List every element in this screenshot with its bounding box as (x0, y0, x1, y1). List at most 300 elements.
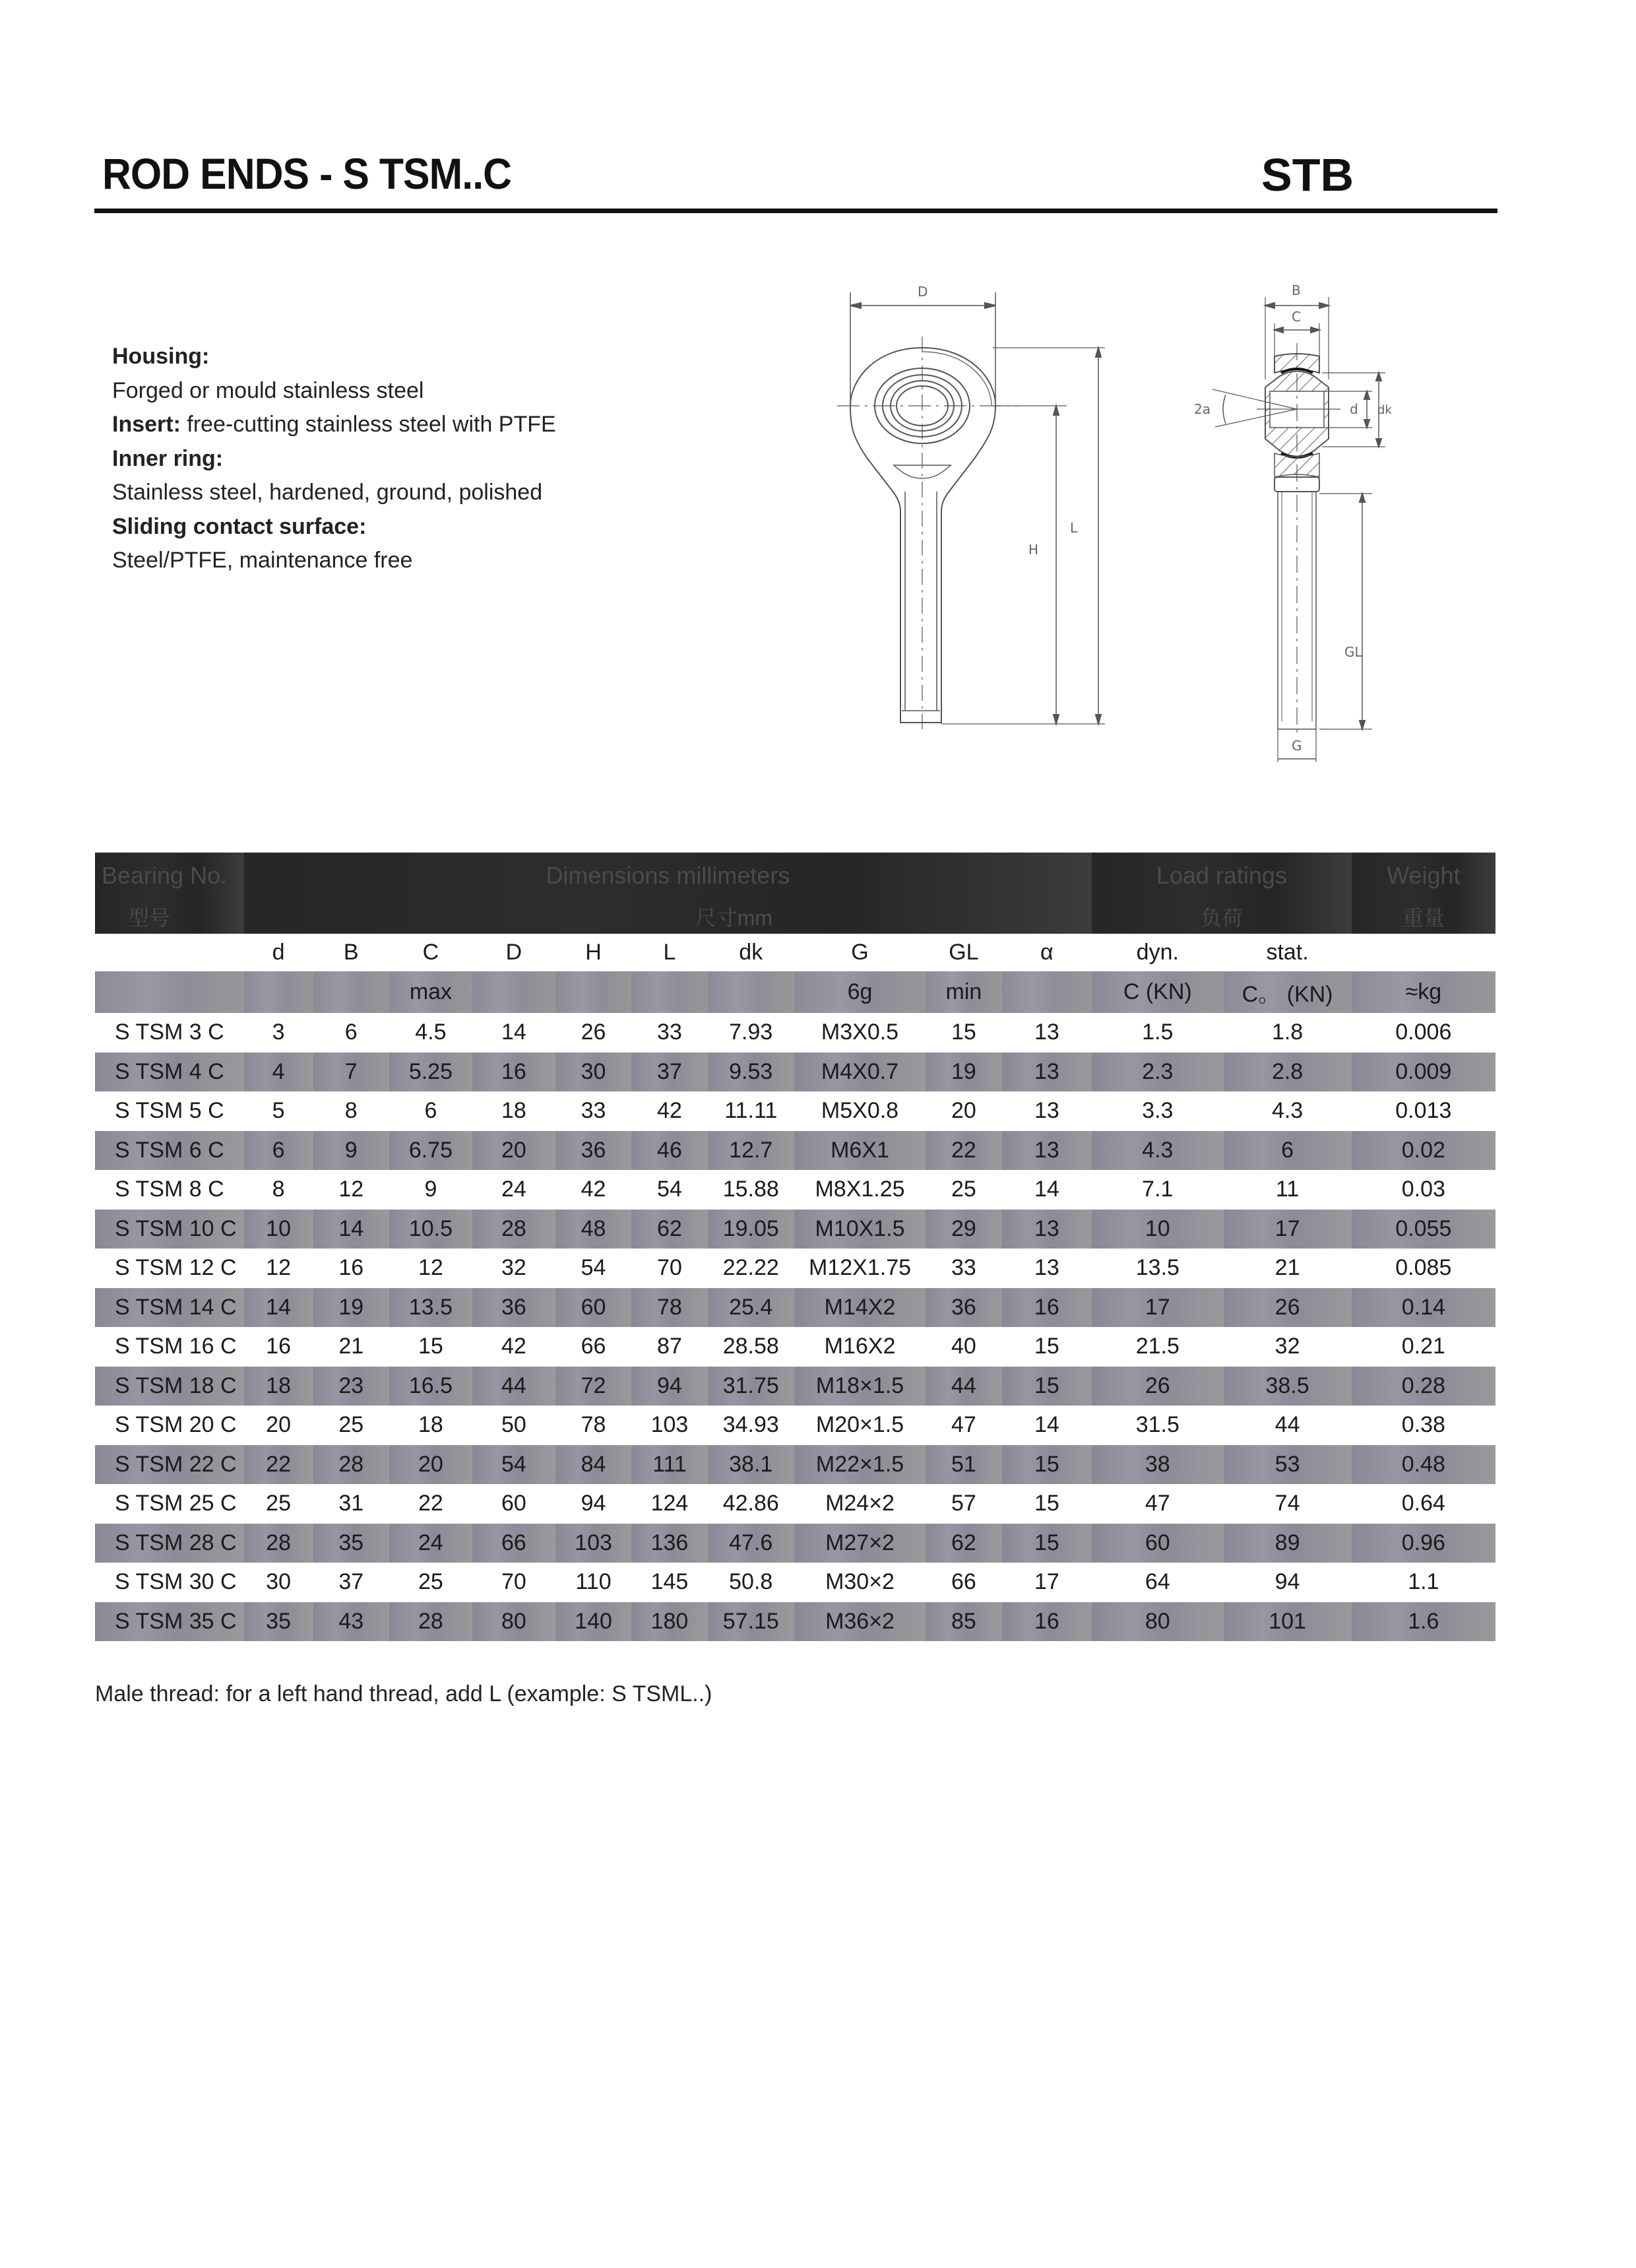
table-row-cell: 15 (1002, 1445, 1092, 1485)
table-row-cell: 42 (501, 1334, 526, 1359)
table-row-cell: 14 (313, 1210, 389, 1249)
table-row-cell: M16X2 (824, 1334, 896, 1359)
column-subheader-row-cell (95, 971, 244, 1013)
spec-label: Insert: (112, 412, 181, 437)
column-header-row-cell: dyn. (1092, 934, 1223, 971)
table-row-cell: 42.86 (722, 1491, 779, 1516)
table-row-cell: 72 (555, 1367, 631, 1406)
table-row-cell: S TSM 35 C (95, 1602, 244, 1642)
table-row-cell: 16 (1002, 1602, 1092, 1642)
table-row-cell: 4.3 (1271, 1098, 1304, 1124)
table-row-cell: M20×1.5 (815, 1412, 904, 1438)
table-row (95, 1563, 1495, 1602)
table-row-cell: 111 (631, 1445, 707, 1485)
table-row-cell: 6 (344, 1020, 358, 1045)
column-subheader-row-cell (472, 971, 555, 1013)
table-row-cell: 36 (555, 1131, 631, 1171)
header-weight-cn: 重量 (1402, 906, 1445, 930)
table-row-cell: 38.5 (1224, 1367, 1352, 1406)
table-row-cell: 26 (581, 1020, 606, 1045)
footnote: Male thread: for a left hand thread, add L (example: S TSML..) (95, 1681, 712, 1706)
table-row (95, 1367, 1495, 1406)
column-header-row (95, 934, 1495, 971)
table-row-cell: 2.8 (1224, 1053, 1352, 1092)
table-row-cell: 18 (418, 1412, 443, 1438)
table-row-cell: 94 (631, 1367, 707, 1406)
table-row-cell: S TSM 3 C (115, 1020, 224, 1045)
dim-label-B: B (1292, 282, 1301, 298)
table-row-cell: 0.085 (1395, 1255, 1452, 1281)
spec-line (112, 510, 556, 544)
table-row-cell: 14 (1034, 1412, 1059, 1438)
table-row-cell: 28 (389, 1602, 472, 1642)
table-row-cell: 4.3 (1092, 1131, 1223, 1171)
table-row-cell: 14 (244, 1288, 313, 1328)
table-row-cell: 78 (581, 1412, 606, 1438)
table-row (95, 1288, 1495, 1328)
table-row (95, 1406, 1495, 1445)
table-row-cell: 26 (1224, 1288, 1352, 1328)
table-row-cell: 30 (555, 1053, 631, 1092)
column-subheader-row (95, 971, 1495, 1013)
table-row (95, 1602, 1495, 1642)
table-row-cell: 103 (650, 1412, 689, 1438)
table-row (95, 1053, 1495, 1092)
title-rule (94, 209, 1497, 213)
table-row (95, 1248, 1495, 1288)
column-subheader-row-cell (708, 971, 794, 1013)
table-row-cell: 6 (244, 1131, 313, 1171)
table-row-cell: 25.4 (708, 1288, 794, 1328)
table-row-cell: 36 (926, 1288, 1001, 1328)
table-row-cell: 48 (555, 1210, 631, 1249)
table-row-cell: 30 (266, 1569, 291, 1595)
table-row-cell: 5 (272, 1098, 285, 1124)
table-row-cell: 13.5 (389, 1288, 472, 1328)
table-row-cell: 15 (1002, 1367, 1092, 1406)
table-row-cell: 3 (272, 1020, 285, 1045)
column-subheader-row-cell: 6g (794, 971, 926, 1013)
table-row-cell: M14X2 (794, 1288, 926, 1328)
table-row-cell: 1.6 (1352, 1602, 1495, 1642)
spec-line (112, 442, 556, 476)
table-row-cell: 89 (1224, 1524, 1352, 1563)
table-row-cell: 16 (266, 1334, 291, 1359)
table-row-cell: 38 (1092, 1445, 1223, 1485)
table-row-cell: 37 (631, 1053, 707, 1092)
table-row-cell: 80 (1092, 1602, 1223, 1642)
column-header-row-cell: L (631, 934, 707, 971)
table-row-cell: 145 (650, 1569, 689, 1595)
dim-label-D: D (918, 284, 928, 300)
table-row-cell: M3X0.5 (821, 1020, 899, 1045)
header-load-ratings-en: Load ratings (1156, 862, 1287, 889)
table-row-cell: 33 (581, 1098, 606, 1124)
table-row-cell: 0.96 (1352, 1524, 1495, 1563)
header-load-ratings-cn: 负荷 (1200, 906, 1243, 930)
table-row-cell: 13 (1002, 1053, 1092, 1092)
table-row-cell: 17 (1224, 1210, 1352, 1249)
front-view-drawing (828, 274, 1105, 723)
column-subheader-row-cell (555, 971, 631, 1013)
table-row-cell: 6 (1224, 1131, 1352, 1171)
table-row-cell: S TSM 18 C (95, 1367, 244, 1406)
table-row-cell: 7.1 (1142, 1177, 1174, 1202)
spec-line (112, 340, 556, 374)
table-row-cell: 78 (631, 1288, 707, 1328)
table-row-cell: 13 (1002, 1210, 1092, 1249)
table-row-cell: 101 (1224, 1602, 1352, 1642)
table-row-cell: 7 (313, 1053, 389, 1092)
dim-label-d: d (1350, 401, 1358, 417)
table-row-cell: S TSM 22 C (95, 1445, 244, 1485)
header-weight (1352, 853, 1495, 934)
table-row-cell: 0.009 (1352, 1053, 1495, 1092)
table-row-cell: 60 (501, 1491, 526, 1516)
table-row-cell: 0.64 (1401, 1491, 1445, 1516)
table-row-cell: 9 (313, 1131, 389, 1171)
table-row-cell: 15.88 (722, 1177, 779, 1202)
table-row-cell: 20 (951, 1098, 976, 1124)
table-row-cell: 103 (555, 1524, 631, 1563)
table-row (95, 1210, 1495, 1249)
table-row-cell: 0.14 (1352, 1288, 1495, 1328)
dim-label-C: C (1292, 309, 1301, 325)
table-row-cell: 11 (1275, 1177, 1300, 1202)
dim-label-G: G (1292, 738, 1302, 754)
table-row-cell: 14 (501, 1020, 526, 1045)
table-row-cell: 11.11 (724, 1098, 778, 1124)
table-row-cell: S TSM 14 C (95, 1288, 244, 1328)
table-row-cell: 28.58 (722, 1334, 779, 1359)
table-row-cell: 16.5 (389, 1367, 472, 1406)
table-row-cell: 57.15 (708, 1602, 794, 1642)
table-row-cell: 0.006 (1395, 1020, 1452, 1045)
table-row-cell: 34.93 (722, 1412, 779, 1438)
table-row-cell: S TSM 8 C (115, 1177, 224, 1202)
column-header-row-cell (95, 934, 244, 971)
table-row-cell: M8X1.25 (815, 1177, 905, 1202)
table-row-cell: 0.48 (1352, 1445, 1495, 1485)
table-row-cell: 46 (631, 1131, 707, 1171)
table-row-cell: 24 (389, 1524, 472, 1563)
table-row-cell: 40 (951, 1334, 976, 1359)
table-row-cell: 62 (631, 1210, 707, 1249)
table-row-cell: 85 (926, 1602, 1001, 1642)
table-row-cell: 60 (555, 1288, 631, 1328)
table-row (95, 1484, 1495, 1524)
table-row-cell: 10 (1092, 1210, 1223, 1249)
table-row-cell: 26 (1092, 1367, 1223, 1406)
table-row-cell: 29 (926, 1210, 1001, 1249)
table-row-cell: 24 (501, 1177, 526, 1202)
table-row-cell: 64 (1145, 1569, 1170, 1595)
table-row-cell: M18×1.5 (794, 1367, 926, 1406)
table-row-cell: 44 (926, 1367, 1001, 1406)
table-row-cell: 47.6 (708, 1524, 794, 1563)
table-row-cell: 21 (1274, 1255, 1300, 1281)
header-bearing-no (95, 853, 244, 934)
table-row-cell: 54 (581, 1255, 606, 1281)
table-row-cell: 13 (1034, 1020, 1059, 1045)
table-row-cell: 31.5 (1135, 1412, 1180, 1438)
column-subheader-row-cell: max (389, 971, 472, 1013)
dim-label-2a: 2a (1194, 401, 1211, 417)
table-row-cell: 57 (951, 1491, 976, 1516)
column-header-row-cell: dk (708, 934, 794, 971)
column-header-row-cell: G (794, 934, 926, 971)
table-row-cell: 53 (1224, 1445, 1352, 1485)
brand-logo-text: STB (1261, 149, 1354, 201)
table-row-cell: M27×2 (794, 1524, 926, 1563)
table-row-cell: 17 (1034, 1569, 1059, 1595)
table-row-cell: 25 (418, 1569, 443, 1595)
table-row-cell: 2.3 (1092, 1053, 1223, 1092)
table-row-cell: 6.75 (389, 1131, 472, 1171)
table-row-cell: 50 (501, 1412, 526, 1438)
spec-text: free-cutting stainless steel with PTFE (180, 412, 556, 437)
table-row-cell: S TSM 10 C (95, 1210, 244, 1249)
table-row-cell: 0.28 (1352, 1367, 1495, 1406)
table-row-cell: 18 (501, 1098, 526, 1124)
table-row-cell: 3.3 (1142, 1098, 1174, 1124)
column-header-row-cell: D (472, 934, 555, 971)
table-row-cell: 110 (575, 1569, 612, 1595)
table-group-header (95, 853, 1495, 934)
table-row-cell: 12 (338, 1177, 364, 1202)
table-row-cell: 19.05 (708, 1210, 794, 1249)
table-row-cell: 9 (424, 1177, 437, 1202)
header-dimensions-en: Dimensions millimeters (546, 862, 790, 889)
dim-label-H: H (1028, 542, 1039, 558)
table-row-cell: S TSM 20 C (115, 1412, 237, 1438)
table-row-cell: 12.7 (708, 1131, 794, 1171)
column-subheader-row-cell (631, 971, 707, 1013)
table-row-cell: 66 (581, 1334, 606, 1359)
table-row-cell: 6 (424, 1098, 437, 1124)
table-row-cell: 4.5 (415, 1020, 447, 1045)
table-row-cell: M6X1 (794, 1131, 926, 1171)
header-dimensions-cn: 尺寸mm (695, 906, 773, 930)
table-row-cell: 38.1 (708, 1445, 794, 1485)
column-subheader-row-cell: C。 (KN) (1224, 971, 1352, 1013)
table-row-cell: M22×1.5 (794, 1445, 926, 1485)
spec-label: Housing: (112, 344, 210, 369)
table-row-cell: 1.8 (1271, 1020, 1304, 1045)
table-row-cell: 54 (657, 1177, 682, 1202)
table-row-cell: 35 (244, 1602, 313, 1642)
table-row-cell: 18 (244, 1367, 313, 1406)
table-row-cell: 0.013 (1395, 1098, 1452, 1124)
table-row-cell: M5X0.8 (821, 1098, 899, 1124)
table-row-cell: 37 (338, 1569, 364, 1595)
table-row-cell: S TSM 30 C (115, 1569, 237, 1595)
table-row-cell: 60 (1092, 1524, 1223, 1563)
table-row-cell: 15 (1002, 1524, 1092, 1563)
table-row-cell: 5.25 (389, 1053, 472, 1092)
table-row-cell: 28 (244, 1524, 313, 1563)
table-row-cell: 20 (472, 1131, 555, 1171)
table-row-cell: 0.055 (1352, 1210, 1495, 1249)
table-row-cell: 22 (926, 1131, 1001, 1171)
table-row-cell: M10X1.5 (794, 1210, 926, 1249)
table-row-cell: 1.5 (1142, 1020, 1174, 1045)
table-row-cell: M30×2 (825, 1569, 895, 1595)
table-row-cell: S TSM 25 C (115, 1491, 237, 1516)
column-subheader-row-cell: C (KN) (1092, 971, 1223, 1013)
table-row-cell: 25 (338, 1412, 364, 1438)
spec-text: Steel/PTFE, maintenance free (112, 548, 413, 573)
table-row-cell: 44 (1274, 1412, 1300, 1438)
table-row-cell: 10.5 (389, 1210, 472, 1249)
table-row-cell: 14 (1034, 1177, 1059, 1202)
table-row-cell: 32 (501, 1255, 526, 1281)
spec-line (112, 476, 556, 510)
table-row-cell: 80 (472, 1602, 555, 1642)
table-row-cell: 15 (951, 1020, 976, 1045)
spec-line (112, 544, 556, 578)
column-header-row-cell: GL (926, 934, 1001, 971)
rod-end-spec-table (95, 853, 1495, 1641)
table-row-cell: 136 (631, 1524, 707, 1563)
table-row (95, 1327, 1495, 1367)
spec-line (112, 374, 556, 408)
dim-label-GL: GL (1344, 644, 1362, 660)
column-header-row-cell: stat. (1224, 934, 1352, 971)
table-row-cell: 66 (951, 1569, 976, 1595)
table-row-cell: 51 (926, 1445, 1001, 1485)
table-row-cell: 25 (266, 1491, 291, 1516)
table-row-cell: 15 (1034, 1491, 1059, 1516)
table-row-cell: 36 (472, 1288, 555, 1328)
table-row-cell: 13 (1034, 1098, 1059, 1124)
table-row-cell: 0.38 (1401, 1412, 1445, 1438)
table-row-cell: 31 (338, 1491, 364, 1516)
table-row-cell: 28 (472, 1210, 555, 1249)
table-row-cell: S TSM 12 C (115, 1255, 237, 1281)
table-row-cell: 21 (338, 1334, 364, 1359)
table-row-cell: 13 (1002, 1131, 1092, 1171)
table-row-cell: 19 (313, 1288, 389, 1328)
table-row-cell: 180 (631, 1602, 707, 1642)
table-row-cell: 22 (244, 1445, 313, 1485)
spec-label: Sliding contact surface: (112, 513, 367, 539)
table-row-cell: 16 (1002, 1288, 1092, 1328)
table-row-cell: 13 (1034, 1255, 1059, 1281)
material-specs (112, 340, 556, 578)
dim-label-dk: dk (1377, 403, 1392, 417)
table-row-cell: 84 (555, 1445, 631, 1485)
table-row-cell: 23 (313, 1367, 389, 1406)
table-row-cell: 17 (1092, 1288, 1223, 1328)
table-row-cell: 62 (926, 1524, 1001, 1563)
column-header-row-cell: B (313, 934, 389, 971)
spec-line (112, 408, 556, 442)
table-row-cell: 15 (1034, 1334, 1059, 1359)
table-row-cell: 12 (418, 1255, 443, 1281)
table-row-cell: 42 (657, 1098, 682, 1124)
column-subheader-row-cell (1002, 971, 1092, 1013)
spec-text: Forged or mould stainless steel (112, 377, 424, 403)
table-row-cell: 12 (266, 1255, 291, 1281)
table-row-cell: 35 (313, 1524, 389, 1563)
table-row-cell: 4 (244, 1053, 313, 1092)
table-row-cell: 21.5 (1135, 1334, 1180, 1359)
table-row-cell: 94 (1274, 1569, 1300, 1595)
header-weight-en: Weight (1387, 862, 1461, 889)
table-row-cell: 8 (272, 1177, 285, 1202)
table-row-cell: 47 (1145, 1491, 1170, 1516)
header-load-ratings (1092, 853, 1352, 934)
table-row-cell: S TSM 5 C (115, 1098, 224, 1124)
table-row-cell: 44 (472, 1367, 555, 1406)
table-row (95, 1170, 1495, 1210)
table-row-cell: 25 (951, 1177, 976, 1202)
table-row (95, 1013, 1495, 1053)
table-row-cell: M4X0.7 (794, 1053, 926, 1092)
spec-text: Stainless steel, hardened, ground, polished (112, 480, 543, 505)
table-row-cell: 33 (951, 1255, 976, 1281)
header-bearing-no-cn: 型号 (128, 906, 171, 930)
table-row (95, 1091, 1495, 1131)
table-row-cell: M24×2 (825, 1491, 895, 1516)
table-row-cell: 32 (1274, 1334, 1300, 1359)
table-row (95, 1445, 1495, 1485)
table-row-cell: 0.21 (1401, 1334, 1445, 1359)
dim-label-L: L (1070, 520, 1078, 536)
column-header-row-cell: C (389, 934, 472, 971)
section-view-drawing (1168, 274, 1392, 762)
table-row-cell: 47 (951, 1412, 976, 1438)
table-row-cell: 22.22 (722, 1255, 779, 1281)
table-row-cell: 28 (313, 1445, 389, 1485)
table-row-cell: S TSM 6 C (95, 1131, 244, 1171)
column-header-row-cell: α (1002, 934, 1092, 971)
table-row-cell: 0.03 (1401, 1177, 1445, 1202)
table-row-cell: S TSM 4 C (95, 1053, 244, 1092)
table-row-cell: 31.75 (708, 1367, 794, 1406)
table-row-cell: 140 (555, 1602, 631, 1642)
table-row-cell: S TSM 28 C (95, 1524, 244, 1563)
column-header-row-cell: d (244, 934, 313, 971)
table-row-cell: 43 (313, 1602, 389, 1642)
page-title: ROD ENDS - S TSM..C (102, 149, 512, 198)
table-row-cell: 22 (418, 1491, 443, 1516)
table-row-cell: 54 (472, 1445, 555, 1485)
table-row-cell: 20 (266, 1412, 291, 1438)
table-row-cell: S TSM 16 C (115, 1334, 237, 1359)
table-row-cell: 15 (418, 1334, 443, 1359)
column-subheader-row-cell: min (926, 971, 1001, 1013)
table-row-cell: 33 (657, 1020, 682, 1045)
table-row-cell: 70 (657, 1255, 682, 1281)
table-row-cell: 16 (472, 1053, 555, 1092)
column-subheader-row-cell (244, 971, 313, 1013)
table-row-cell: 13.5 (1135, 1255, 1180, 1281)
table-row-cell: 0.02 (1352, 1131, 1495, 1171)
table-row-cell: 74 (1274, 1491, 1300, 1516)
table-row-cell: 10 (244, 1210, 313, 1249)
table-row-cell: 16 (338, 1255, 364, 1281)
header-dimensions (244, 853, 1092, 934)
column-subheader-row-cell: ≈kg (1352, 971, 1495, 1013)
header-bearing-no-en: Bearing No. (102, 862, 228, 889)
table-row-cell: M36×2 (794, 1602, 926, 1642)
table-row-cell: 20 (389, 1445, 472, 1485)
column-header-row-cell: H (555, 934, 631, 971)
table-row-cell: 66 (472, 1524, 555, 1563)
table-row-cell: 42 (581, 1177, 606, 1202)
